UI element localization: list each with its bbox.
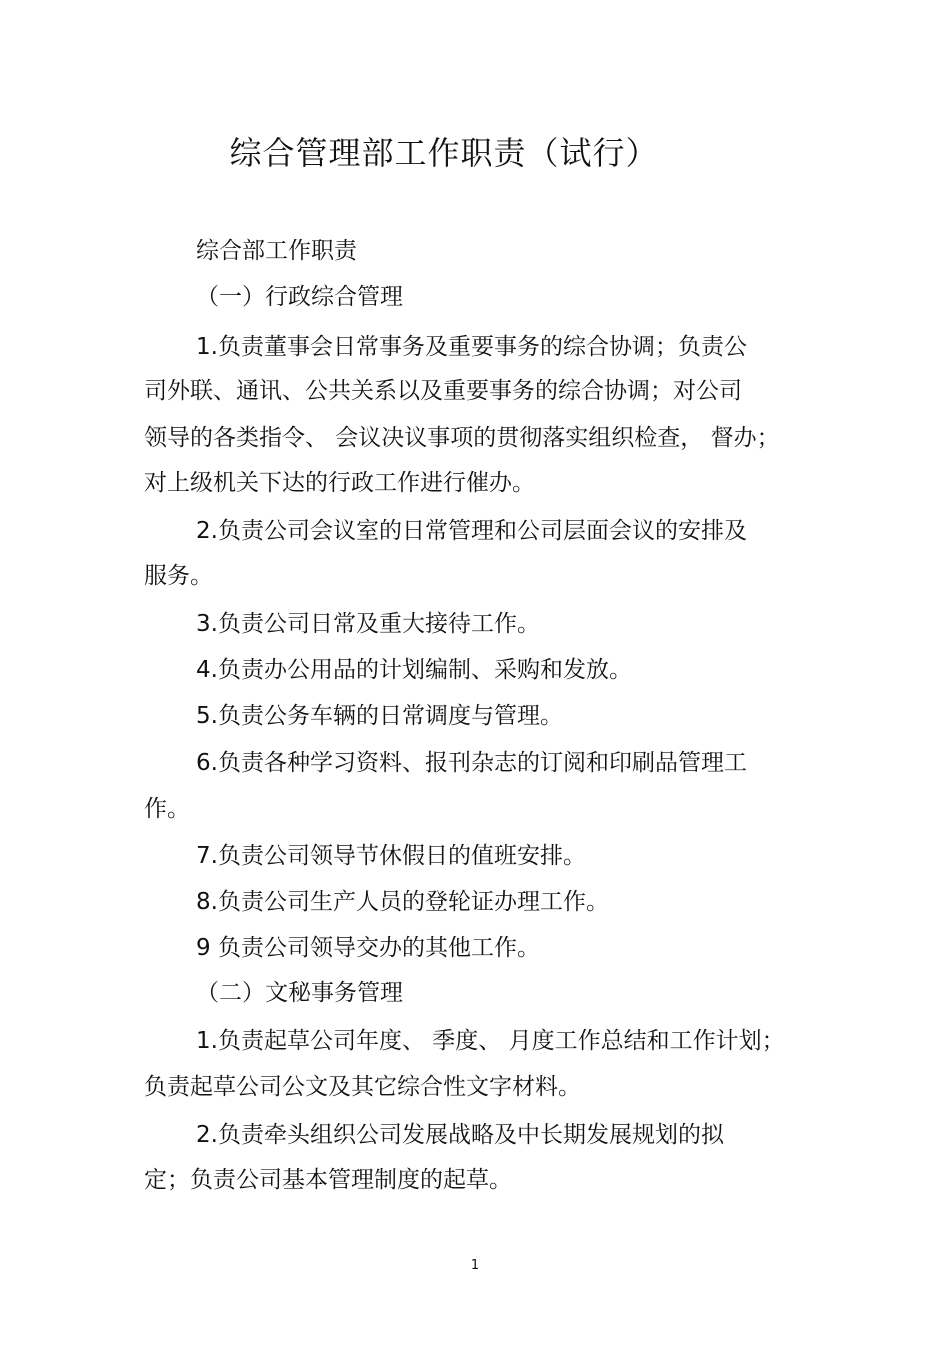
paragraph-line: 负责起草公司公文及其它综合性文字材料。 xyxy=(144,1074,581,1100)
paragraph-line: 7.负责公司领导节休假日的值班安排。 xyxy=(196,843,586,869)
paragraph-line: 司外联、通讯、公共关系以及重要事务的综合协调；对公司 xyxy=(144,378,742,404)
paragraph-line: 4.负责办公用品的计划编制、采购和发放。 xyxy=(196,657,632,683)
paragraph-line: 作。 xyxy=(144,796,190,822)
paragraph-line: 服务。 xyxy=(144,563,213,589)
paragraph-line: 对上级机关下达的行政工作进行催办。 xyxy=(144,470,535,496)
paragraph-line: 8.负责公司生产人员的登轮证办理工作。 xyxy=(196,889,609,915)
document-title: 综合管理部工作职责（试行） xyxy=(229,134,659,172)
paragraph-line: 定；负责公司基本管理制度的起草。 xyxy=(144,1167,512,1193)
paragraph-line: 3.负责公司日常及重大接待工作。 xyxy=(196,611,540,637)
paragraph-line: 1.负责董事会日常事务及重要事务的综合协调；负责公 xyxy=(196,334,747,360)
paragraph-line: 1.负责起草公司年度、 季度、 月度工作总结和工作计划； xyxy=(196,1028,785,1054)
paragraph-line: 领导的各类指令、 会议决议事项的贯彻落实组织检查， 督办； xyxy=(144,425,780,451)
paragraph-line: 5.负责公务车辆的日常调度与管理。 xyxy=(196,703,563,729)
paragraph-line: 2.负责公司会议室的日常管理和公司层面会议的安排及 xyxy=(196,518,747,544)
paragraph-line: 9 负责公司领导交办的其他工作。 xyxy=(196,935,540,961)
paragraph-line: 6.负责各种学习资料、报刊杂志的订阅和印刷品管理工 xyxy=(196,750,747,776)
page-number: 1 xyxy=(470,1258,480,1273)
subsection-heading: （一）行政综合管理 xyxy=(196,284,403,310)
subsection-heading: （二）文秘事务管理 xyxy=(196,980,403,1006)
paragraph-line: 2.负责牵头组织公司发展战略及中长期发展规划的拟 xyxy=(196,1122,724,1148)
section-heading: 综合部工作职责 xyxy=(196,238,357,264)
